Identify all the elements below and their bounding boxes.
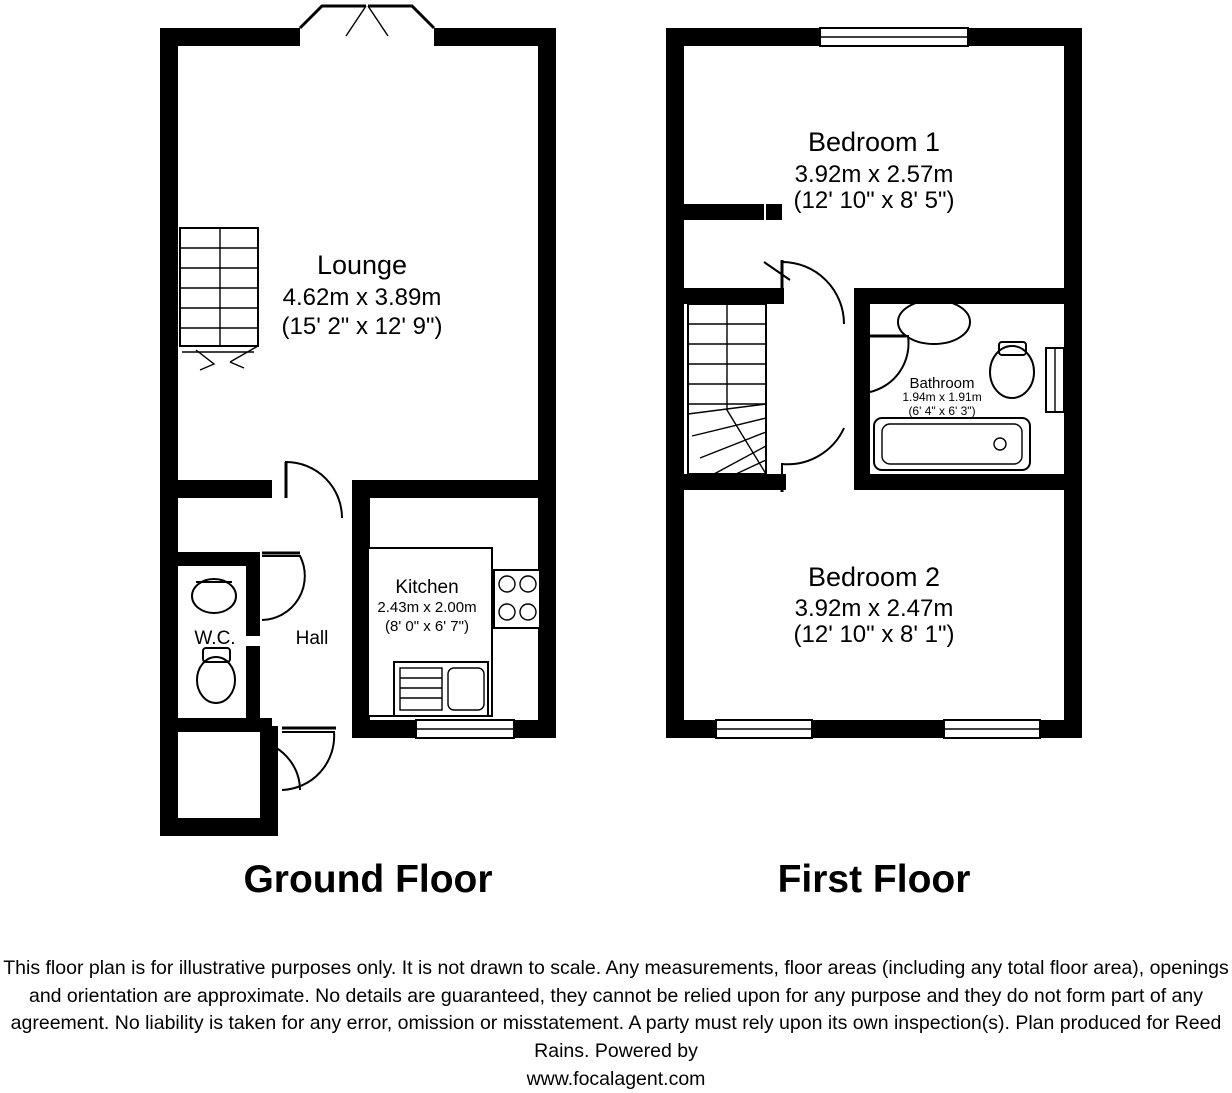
window-bathroom: [1046, 348, 1064, 412]
room-label-kitchen-dim-metric: 2.43m x 2.00m: [377, 599, 477, 616]
room-label-kitchen-name: Kitchen: [395, 577, 459, 598]
disclaimer-text: This floor plan is for illustrative purposes only. It is not drawn to scale. Any measurements, floor areas (including any total floor area), openings and orientation are approximate. No details are guaranteed, they cannot be relied upon for any purpose and they do not form part of any agreement. No liability is taken for any error, omission or misstatement. A party must rely upon its own inspection(s). Plan produced for Reed Rains. Powered by: [3, 957, 1229, 1063]
disclaimer-url: www.focalagent.com: [526, 1067, 706, 1090]
room-label-bedroom2-name: Bedroom 2: [807, 562, 941, 592]
ground-floor-drawing: [160, 6, 556, 836]
floor-title-ground: Ground Floor: [243, 858, 493, 901]
stairs-first: [688, 304, 766, 474]
room-label-bedroom1-name: Bedroom 1: [807, 127, 941, 157]
room-label-bedroom2-dim-imperial: (12' 10" x 8' 1"): [793, 621, 955, 648]
room-label-hall-name: Hall: [295, 628, 329, 649]
room-label-bedroom2-dim-metric: 3.92m x 2.47m: [794, 595, 954, 622]
disclaimer: [0, 955, 1232, 1093]
window-bedroom2-right: [944, 720, 1040, 738]
room-label-bedroom1-dim-metric: 3.92m x 2.57m: [794, 161, 954, 188]
room-label-bathroom-dim-metric: 1.94m x 1.91m: [902, 390, 982, 404]
window-bedroom2-left: [716, 720, 812, 738]
room-label-lounge-name: Lounge: [316, 250, 408, 280]
floor-title-first: First Floor: [777, 858, 971, 901]
room-label-lounge-dim-imperial: (15' 2" x 12' 9"): [281, 313, 443, 340]
room-label-bathroom-name: Bathroom: [909, 375, 975, 392]
room-label-bedroom1-dim-imperial: (12' 10" x 8' 5"): [793, 187, 955, 214]
room-label-kitchen-dim-imperial: (8' 0" x 6' 7"): [385, 618, 469, 635]
room-label-lounge-dim-metric: 4.62m x 3.89m: [282, 284, 442, 311]
room-label-bathroom-dim-imperial: (6' 4" x 6' 3"): [908, 404, 976, 418]
window-bedroom1: [820, 28, 968, 46]
room-label-wc-name: W.C.: [194, 628, 236, 649]
window-kitchen: [416, 720, 514, 738]
